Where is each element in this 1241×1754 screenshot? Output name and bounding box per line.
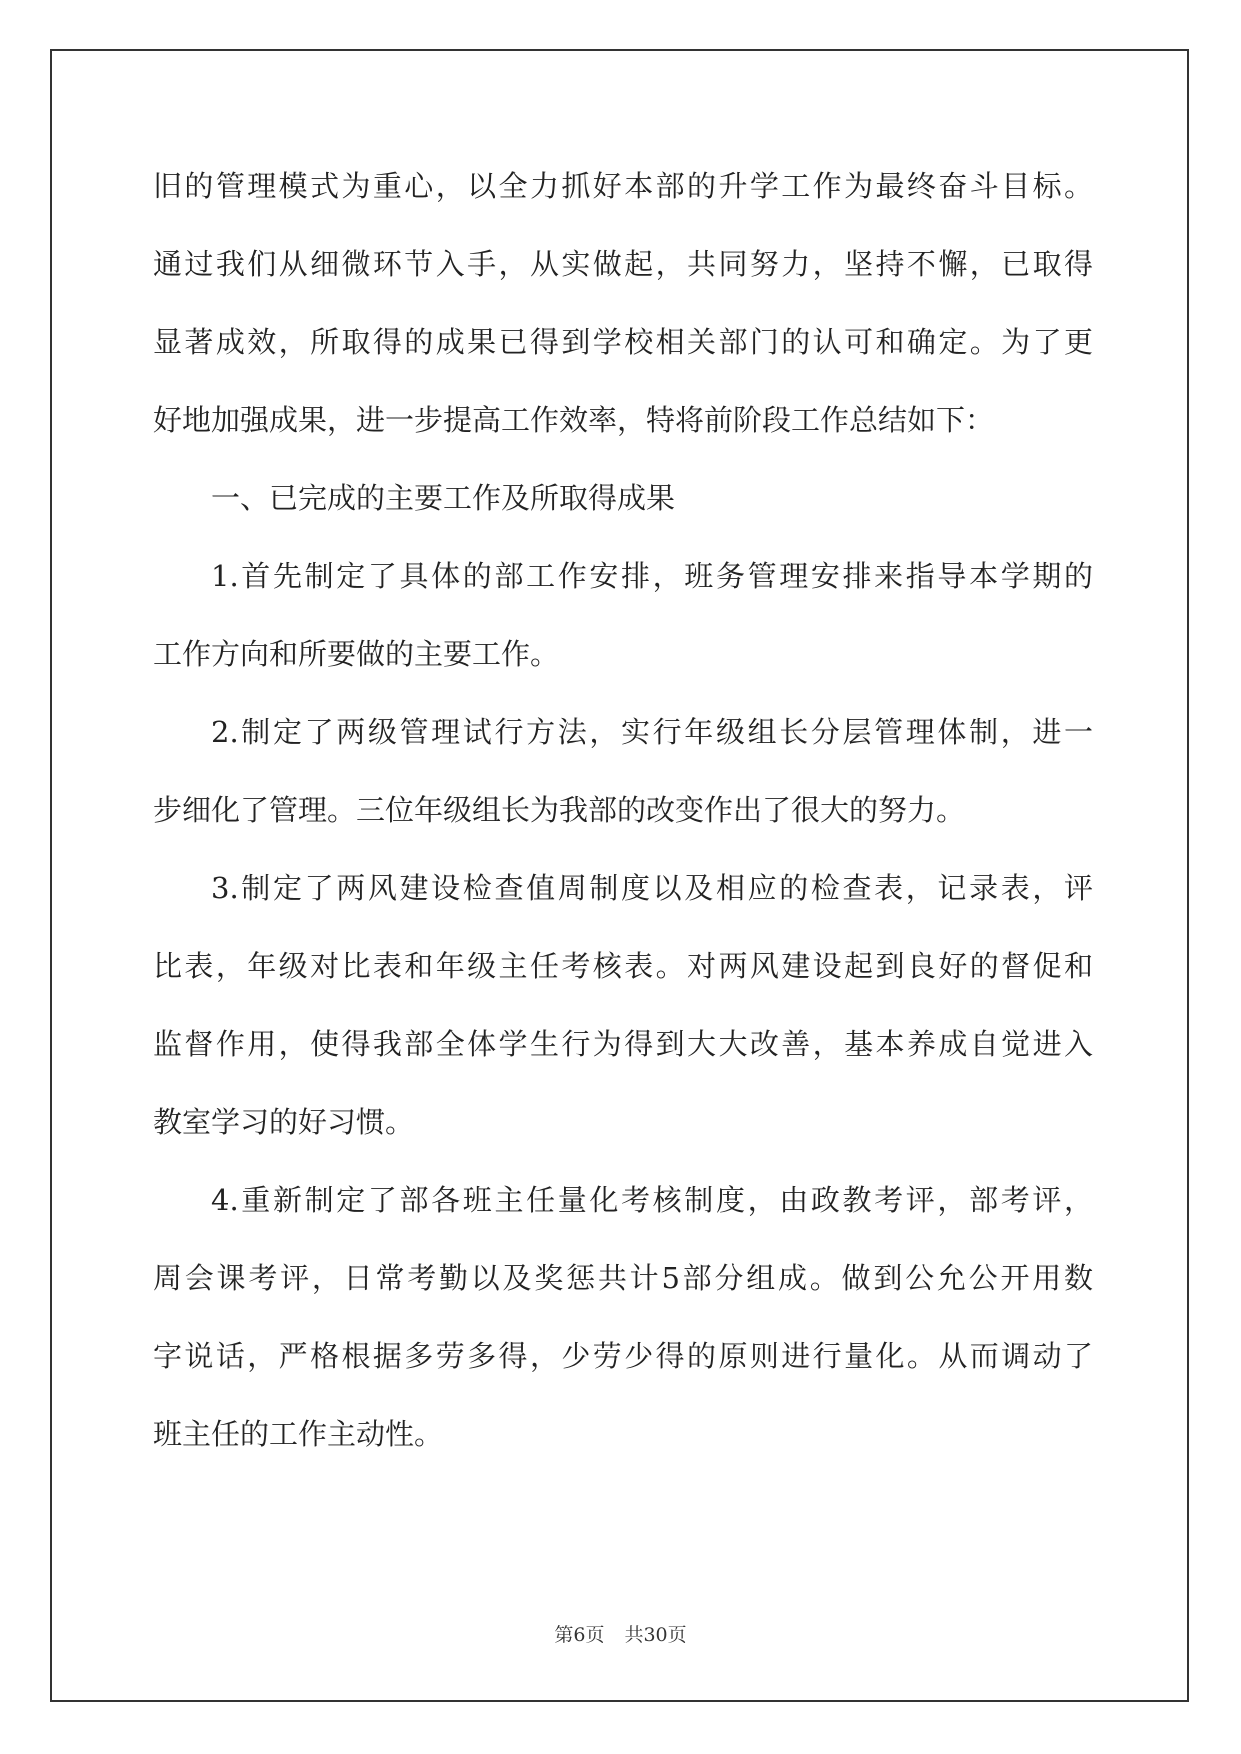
text-line: 班主任的工作主动性。 bbox=[153, 1417, 444, 1451]
text-line: 1.首先制定了具体的部工作安排，班务管理安排来指导本学期的 bbox=[211, 559, 1093, 593]
section-heading: 一、已完成的主要工作及所取得成果 bbox=[211, 481, 676, 515]
page-number: 第6页 bbox=[554, 1624, 605, 1646]
page-total: 共30页 bbox=[624, 1624, 687, 1646]
document-body bbox=[153, 160, 1093, 1486]
text-line: 显著成效，所取得的成果已得到学校相关部门的认可和确定。为了更 bbox=[153, 325, 1093, 359]
text-line: 周会课考评，日常考勤以及奖惩共计5部分组成。做到公允公开用数 bbox=[153, 1261, 1093, 1295]
text-line: 字说话，严格根据多劳多得，少劳少得的原则进行量化。从而调动了 bbox=[153, 1339, 1093, 1373]
text-line: 4.重新制定了部各班主任量化考核制度，由政教考评，部考评， bbox=[211, 1183, 1093, 1217]
page-footer bbox=[0, 1620, 1241, 1647]
text-line: 步细化了管理。三位年级组长为我部的改变作出了很大的努力。 bbox=[153, 793, 966, 827]
text-line: 好地加强成果，进一步提高工作效率，特将前阶段工作总结如下： bbox=[153, 403, 995, 437]
text-line: 工作方向和所要做的主要工作。 bbox=[153, 637, 560, 671]
text-line: 旧的管理模式为重心，以全力抓好本部的升学工作为最终奋斗目标。 bbox=[153, 169, 1093, 203]
text-line: 监督作用，使得我部全体学生行为得到大大改善，基本养成自觉进入 bbox=[153, 1027, 1093, 1061]
text-line: 3.制定了两风建设检查值周制度以及相应的检查表，记录表，评 bbox=[211, 871, 1093, 905]
text-line: 比表，年级对比表和年级主任考核表。对两风建设起到良好的督促和 bbox=[153, 949, 1093, 983]
text-line: 通过我们从细微环节入手，从实做起，共同努力，坚持不懈，已取得 bbox=[153, 247, 1093, 281]
text-line: 2.制定了两级管理试行方法，实行年级组长分层管理体制，进一 bbox=[211, 715, 1093, 749]
text-line: 教室学习的好习惯。 bbox=[153, 1105, 415, 1139]
